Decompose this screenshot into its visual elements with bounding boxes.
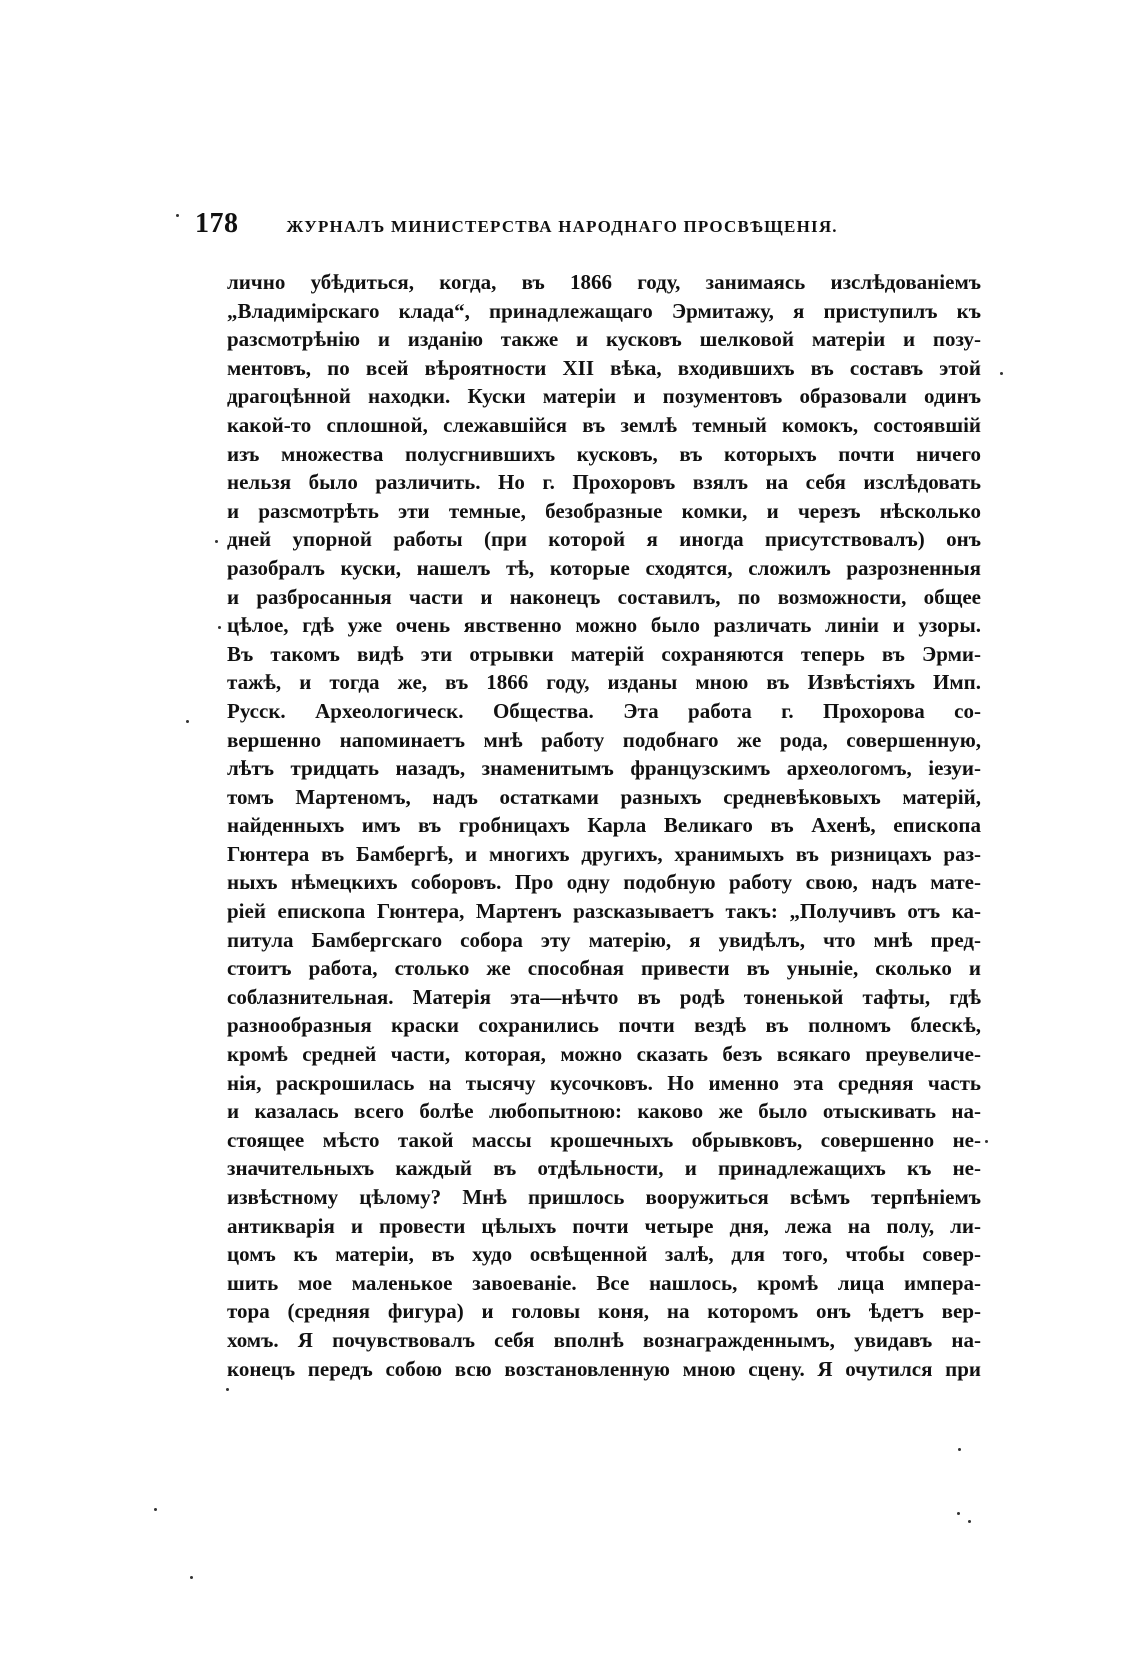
text-line: Гюнтера въ Бамбергѣ, и многихъ другихъ, хранимыхъ въ ризницахъ раз- — [227, 841, 981, 866]
text-line: кромѣ средней части, которая, можно сказать безъ всякаго преувеличе- — [227, 1042, 981, 1067]
text-line: тажѣ, и тогда же, въ 1866 году, изданы мною въ Извѣстіяхъ Имп. — [227, 670, 981, 695]
journal-title: ЖУРНАЛЪ МИНИСТЕРСТВА НАРОДНАГО ПРОСВѢЩЕНІЯ. — [286, 217, 838, 236]
text-line: и казалась всего болѣе любопытною: каково же было отыскивать на- — [227, 1099, 981, 1124]
text-line: нія, раскрошилась на тысячу кусочковъ. Но именно эта средняя часть — [227, 1070, 981, 1095]
scan-speck — [215, 540, 218, 543]
text-line: Русск. Археологическ. Общества. Эта работа г. Прохорова со- — [227, 698, 981, 723]
scan-speck — [957, 1512, 960, 1515]
text-line: соблазнительная. Матерія эта—нѣчто въ родѣ тоненькой тафты, гдѣ — [227, 984, 981, 1009]
text-line: ріей епископа Гюнтера, Мартенъ разсказываетъ такъ: „Получивъ отъ ка- — [227, 899, 981, 924]
scan-speck — [218, 626, 221, 629]
text-line: цомъ къ матеріи, въ худо освѣщенной залѣ, для того, чтобы совер- — [227, 1242, 981, 1267]
text-line: ментовъ, по всей вѣроятности XII вѣка, входившихъ въ составъ этой — [227, 355, 981, 380]
scan-speck — [226, 1388, 229, 1391]
scan-speck — [985, 1140, 988, 1143]
text-line: ныхъ нѣмецкихъ соборовъ. Про одну подобную работу свою, надъ мате- — [227, 870, 981, 895]
text-line: найденныхъ имъ въ гробницахъ Карла Великаго въ Ахенѣ, епископа — [227, 813, 981, 838]
text-line: драгоцѣнной находки. Куски матеріи и позументовъ образовали одинъ — [227, 384, 981, 409]
text-line: значительныхъ каждый въ отдѣльности, и принадлежащихъ къ не- — [227, 1156, 981, 1181]
scan-speck — [1000, 372, 1003, 375]
scan-speck — [968, 1520, 971, 1523]
text-line: хомъ. Я почувствовалъ себя вполнѣ вознагражденнымъ, увидавъ на- — [227, 1327, 981, 1352]
text-line: томъ Мартеномъ, надъ остатками разныхъ средневѣковыхъ матерій, — [227, 784, 981, 809]
scan-speck — [958, 1448, 961, 1451]
text-line: изъ множества полусгнившихъ кусковъ, въ которыхъ почти ничего — [227, 441, 981, 466]
text-line: вершенно напоминаетъ мнѣ работу подобнаго же рода, совершенную, — [227, 727, 981, 752]
text-line: шить мое маленькое завоеваніе. Все нашлось, кромѣ лица импера- — [227, 1270, 981, 1295]
text-line: дней упорной работы (при которой я иногда присутствовалъ) онъ — [227, 527, 981, 552]
text-line: нельзя было различить. Но г. Прохоровъ взялъ на себя изслѣдовать — [227, 470, 981, 495]
text-line: разнообразныя краски сохранились почти вездѣ въ полномъ блескѣ, — [227, 1013, 981, 1038]
text-line: стоящее мѣсто такой массы крошечныхъ обрывковъ, совершенно не- — [227, 1127, 981, 1152]
text-line: „Владимірскаго клада“, принадлежащаго Эрмитажу, я приступилъ къ — [227, 298, 981, 323]
text-line: антикварія и провести цѣлыхъ почти четыре дня, лежа на полу, ли- — [227, 1213, 981, 1238]
text-line: стоитъ работа, столько же способная привести въ уныніе, сколько и — [227, 956, 981, 981]
text-line: цѣлое, гдѣ уже очень явственно можно было различать линіи и узоры. — [227, 613, 981, 638]
text-line: лично убѣдиться, когда, въ 1866 году, занимаясь изслѣдованіемъ — [227, 270, 981, 294]
text-line: лѣтъ тридцать назадъ, знаменитымъ французскимъ археологомъ, іезуи- — [227, 756, 981, 781]
scan-speck — [190, 1576, 193, 1579]
text-line: питула Бамбергскаго собора эту матерію, я увидѣлъ, что мнѣ пред- — [227, 927, 981, 952]
running-head — [195, 208, 975, 248]
text-line: какой-то сплошной, слежавшійся въ землѣ темный комокъ, состоявшій — [227, 412, 981, 437]
text-line: извѣстному цѣлому? Мнѣ пришлось вооружиться всѣмъ терпѣніемъ — [227, 1185, 981, 1209]
text-line: тора (средняя фигура) и головы коня, на которомъ онъ ѣдетъ вер- — [227, 1299, 981, 1324]
page-number: 178 — [195, 208, 239, 239]
text-line: и разсмотрѣть эти темные, безобразные комки, и черезъ нѣсколько — [227, 498, 981, 523]
scan-speck — [154, 1508, 157, 1511]
text-line: и разбросанныя части и наконецъ составилъ, по возможности, общее — [227, 584, 981, 609]
text-line: разобралъ куски, нашелъ тѣ, которые сходятся, сложилъ разрозненныя — [227, 555, 981, 580]
scan-speck — [186, 720, 189, 723]
text-line: разсмотрѣнію и изданію также и кусковъ шелковой матеріи и позу- — [227, 327, 981, 352]
text-line: Въ такомъ видѣ эти отрывки матерій сохраняются теперь въ Эрми- — [227, 641, 981, 666]
text-line: конецъ передъ собою всю возстановленную мною сцену. Я очутился при — [227, 1356, 981, 1381]
body-text — [227, 268, 981, 1383]
scan-speck — [176, 214, 179, 217]
